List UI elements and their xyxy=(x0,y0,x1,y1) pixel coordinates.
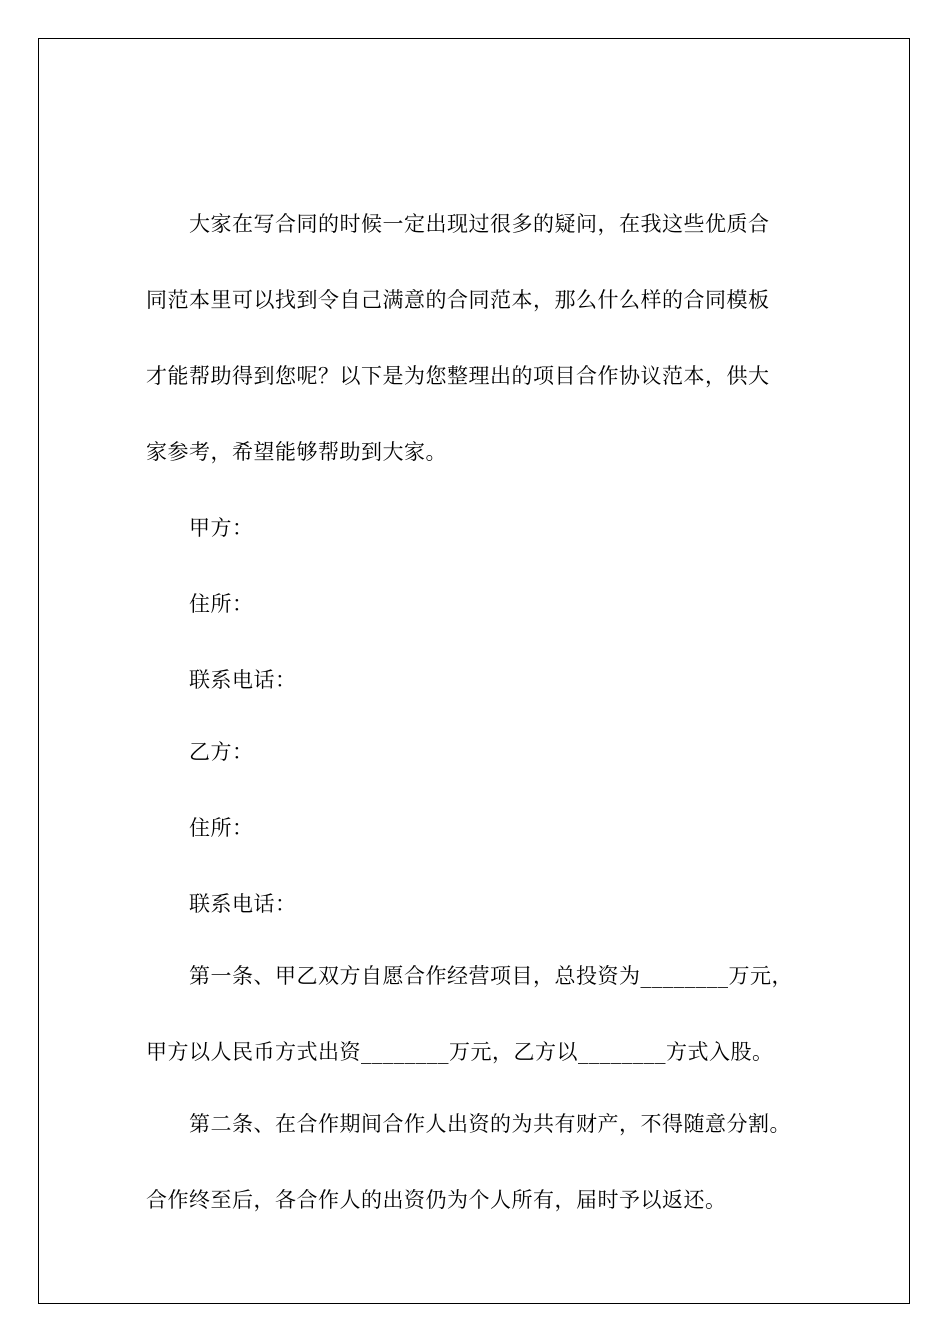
intro-line-1: 大家在写合同的时候一定出现过很多的疑问，在我这些优质合 xyxy=(189,212,770,236)
party-b-address-label: 住所： xyxy=(189,816,254,840)
intro-line-4: 家参考，希望能够帮助到大家。 xyxy=(146,440,447,464)
article-2-line-2: 合作终至后，各合作人的出资仍为个人所有，届时予以返还。 xyxy=(146,1188,727,1212)
article-1-line-2: 甲方以人民币方式出资________万元，乙方以________方式入股。 xyxy=(146,1040,774,1064)
article-2-line-1: 第二条、在合作期间合作人出资的为共有财产，不得随意分割。 xyxy=(189,1112,791,1136)
party-b-label: 乙方： xyxy=(189,740,254,764)
intro-line-2: 同范本里可以找到令自己满意的合同范本，那么什么样的合同模板 xyxy=(146,288,770,312)
party-a-address-label: 住所： xyxy=(189,592,254,616)
intro-line-3: 才能帮助得到您呢？以下是为您整理出的项目合作协议范本，供大 xyxy=(146,364,770,388)
party-a-phone-label: 联系电话： xyxy=(189,668,297,692)
party-b-phone-label: 联系电话： xyxy=(189,892,297,916)
party-a-label: 甲方： xyxy=(189,516,254,540)
article-1-line-1: 第一条、甲乙双方自愿合作经营项目，总投资为________万元， xyxy=(189,964,793,988)
